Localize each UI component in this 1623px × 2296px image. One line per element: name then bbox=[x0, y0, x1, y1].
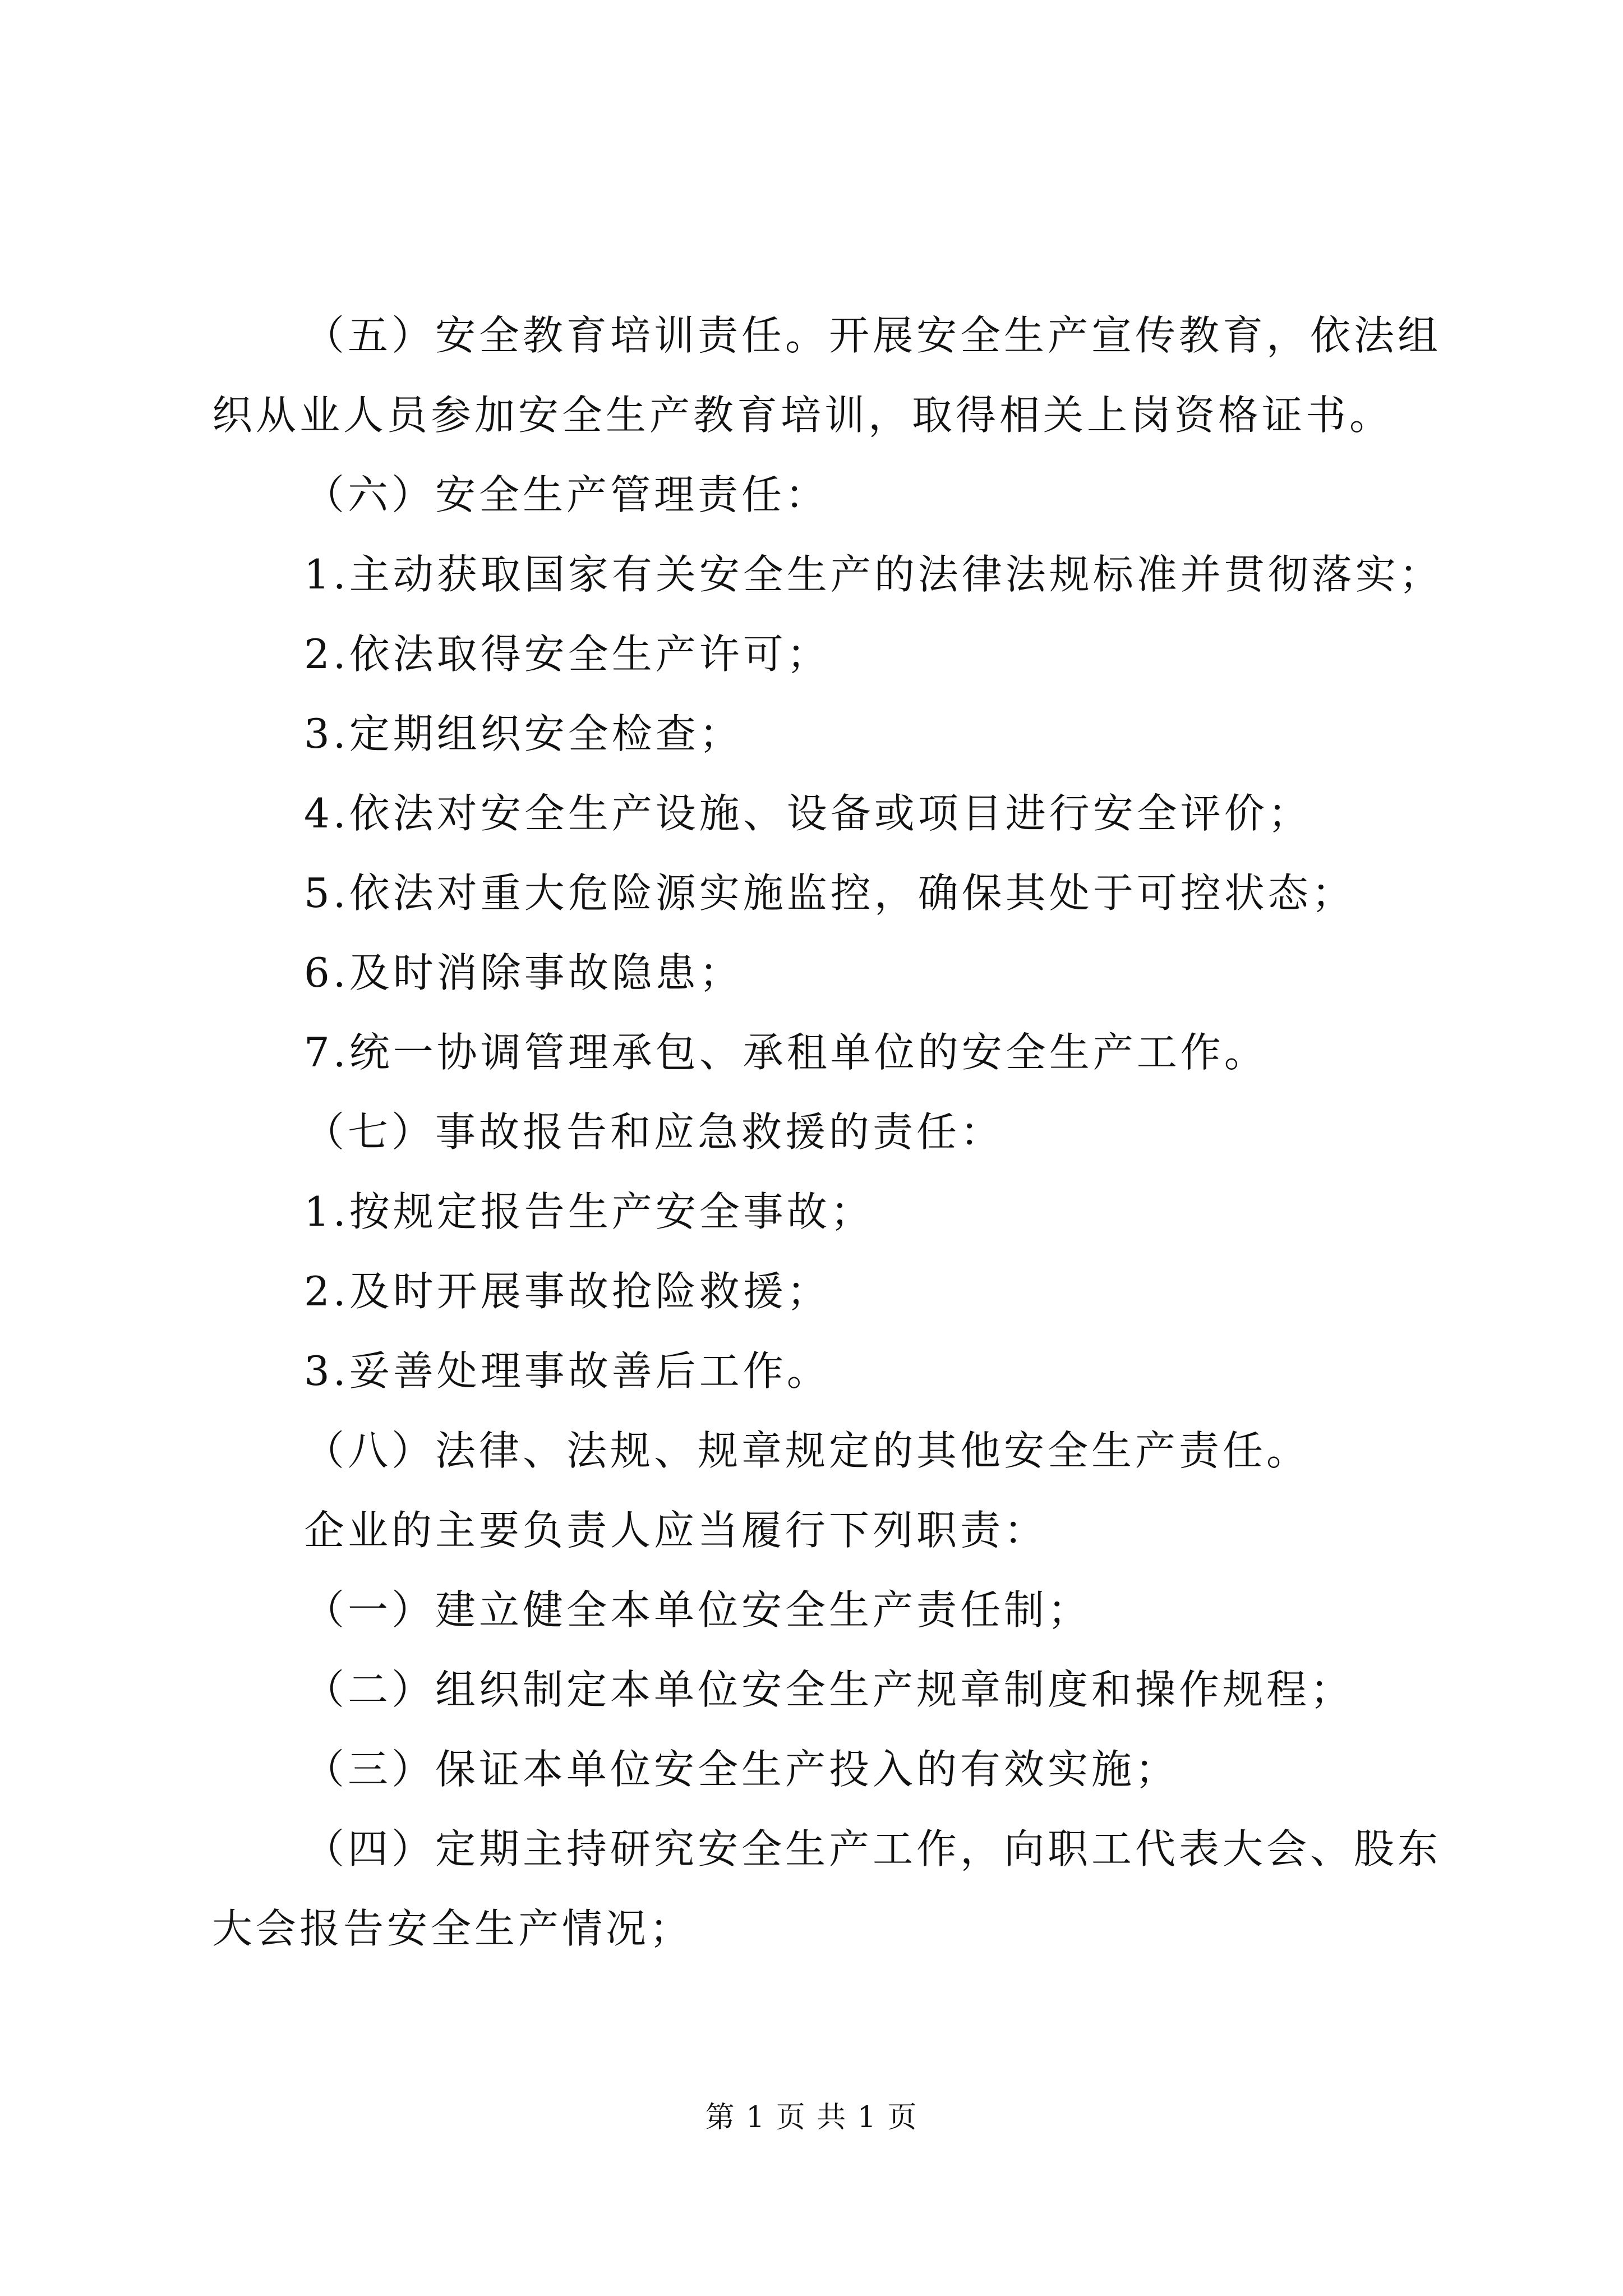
paragraph-line: 2.依法取得安全生产许可； bbox=[304, 631, 831, 678]
paragraph-line: （二）组织制定本单位安全生产规章制度和操作规程； bbox=[304, 1666, 1354, 1713]
paragraph-line: 3.妥善处理事故善后工作。 bbox=[304, 1347, 831, 1395]
paragraph-line: 3.定期组织安全检查； bbox=[304, 710, 743, 757]
paragraph-line: （三）保证本单位安全生产投入的有效实施； bbox=[304, 1746, 1179, 1793]
paragraph-line: 企业的主要负责人应当履行下列职责： bbox=[304, 1507, 1048, 1554]
paragraph-line: 织从业人员参加安全生产教育培训，取得相关上岗资格证书。 bbox=[212, 392, 1394, 439]
paragraph-line: 1.按规定报告生产安全事故； bbox=[304, 1188, 874, 1235]
paragraph-line: 5.依法对重大危险源实施监控，确保其处于可控状态； bbox=[304, 869, 1355, 917]
paragraph-line: 1.主动获取国家有关安全生产的法律法规标准并贯彻落实； bbox=[304, 551, 1443, 598]
paragraph-line: （六）安全生产管理责任： bbox=[304, 471, 829, 518]
paragraph-line: （七）事故报告和应急救援的责任： bbox=[304, 1108, 1004, 1156]
paragraph-line: 7.统一协调管理承包、承租单位的安全生产工作。 bbox=[304, 1029, 1268, 1076]
paragraph-line: 6.及时消除事故隐患； bbox=[304, 949, 743, 996]
paragraph-line: （五）安全教育培训责任。开展安全生产宣传教育，依法组 bbox=[304, 312, 1442, 359]
page-footer: 第 1 页 共 1 页 bbox=[705, 2101, 918, 2134]
paragraph-line: （四）定期主持研究安全生产工作，向职工代表大会、股东 bbox=[304, 1825, 1442, 1872]
paragraph-line: 4.依法对安全生产设施、设备或项目进行安全评价； bbox=[304, 790, 1312, 837]
paragraph-line: （八）法律、法规、规章规定的其他安全生产责任。 bbox=[304, 1427, 1311, 1474]
paragraph-line: 2.及时开展事故抢险救援； bbox=[304, 1268, 831, 1315]
paragraph-line: （一）建立健全本单位安全生产责任制； bbox=[304, 1586, 1092, 1634]
paragraph-line: 大会报告安全生产情况； bbox=[212, 1905, 694, 1952]
